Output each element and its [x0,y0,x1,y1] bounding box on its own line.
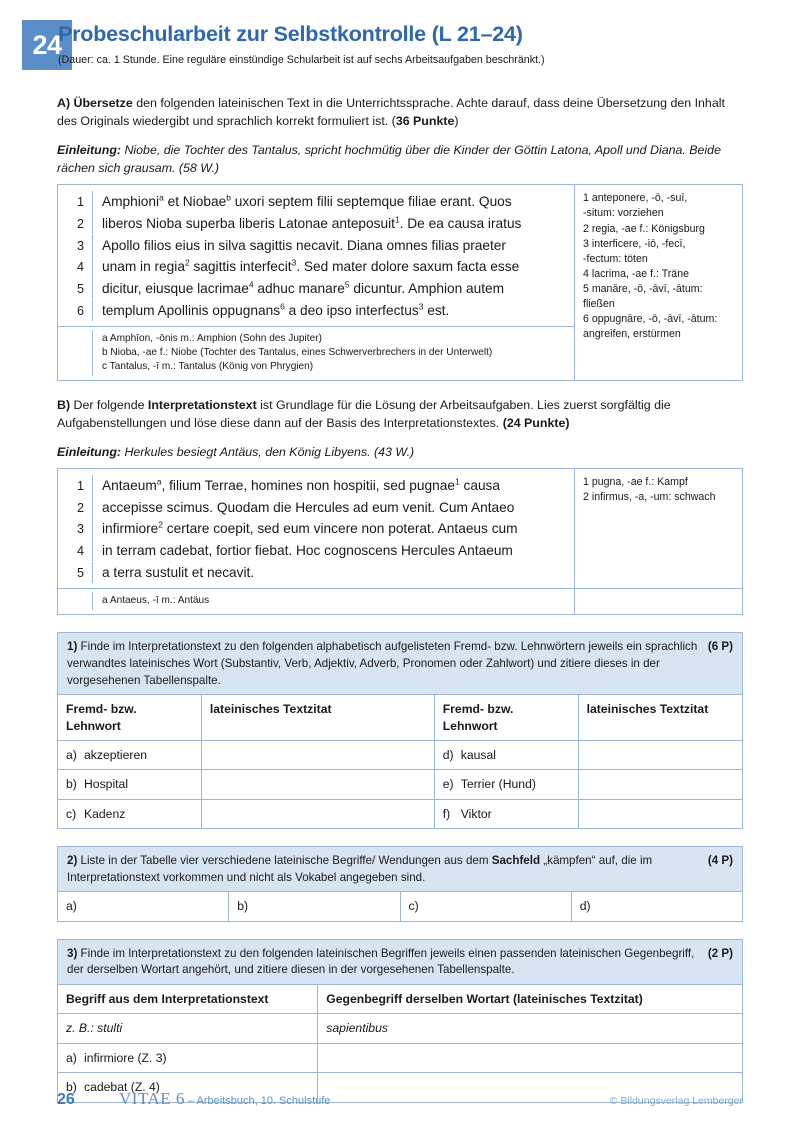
vocab-line: 6 oppugnāre, -ō, -āvī, -ātum: [583,312,718,325]
line-text: Amphioni$^a$ et Niobae$^b$ uxori septem filii septemque filiae erant. Quos [92,191,574,212]
section-b-bold-word: Interpretationstext [147,398,257,413]
exercise-2-prompt-text-1: Liste in der Tabelle vier verschiedene lateinische Begriffe/ Wendungen aus dem [77,854,492,868]
line-number: 4 [76,544,84,559]
row-term: Terrier (Hund) [460,777,536,792]
row-term: Hospital [84,777,129,792]
latin-line [58,213,574,235]
line-number: 1 [76,479,84,494]
einleitung-label-b: Einleitung: [57,444,122,459]
section-b-text-1: Der folgende [70,398,148,413]
footnotes-cell-a [58,327,575,381]
vocab-line: 2 infirmus, -a, -um: schwach [583,491,716,504]
exercise-3 [57,939,743,1103]
vocab-spacer-b [575,589,743,615]
row-label: e) [442,777,454,792]
footnote-line: a Amphīon, -ōnis m.: Amphion (Sohn des Jupiter) [102,333,322,345]
term-cell [434,799,578,828]
exercise-2-prompt-text-2: „kämpfen“ auf, die im Interpretationstext vorkommen und nicht als Vokabel angegeben sind. [67,854,653,884]
row-label: a) [66,1050,77,1065]
exercise-3-number: 3) [67,946,78,960]
line-text: dicitur, eiusque lacrimae$^4$ adhuc manare$^5$ dicuntur. Amphion autem [92,278,574,299]
row-term: cadebat (Z. 4) [84,1080,160,1095]
page-content [0,94,800,1103]
footnote-line: b Nioba, -ae f.: Niobe (Tochter des Tantalus, eines Schwerverbrechers in der Unterwelt) [102,347,493,359]
term-cell [434,770,578,799]
section-a-text-2: ) [454,114,459,129]
term-cell [58,770,202,799]
exercise-1-prompt-text: Finde im Interpretationstext zu den folgenden alphabetisch aufgelisteten Fremd- bzw. Lehnwörtern jeweils ein sprachlich verwandtes lateinisches Wort (Substantiv, Verb, Adjektiv, Adverb, Pronomen oder Zahlwort) und zitiere dieses in der vorgesehenen Tabellenspalte. [67,640,698,687]
row-label: b) [66,1080,77,1095]
column-header-begriff: Begriff aus dem Interpretationstext [58,985,318,1014]
latin-line [58,518,574,540]
table-row [58,770,743,799]
vocab-cell-b [575,469,743,589]
vocab-line: -situm: vorziehen [583,207,664,220]
line-number: 4 [76,260,84,275]
answer-cell[interactable] [318,1043,743,1072]
answer-cell[interactable] [201,741,434,770]
latin-line [58,278,574,300]
line-number: 3 [76,238,84,253]
exercise-1 [57,632,743,829]
section-a-bold-lead: Übersetze [73,96,133,110]
section-b-points: (24 Punkte) [502,416,570,431]
footnotes-cell-b [58,589,575,615]
line-text: unam in regia$^2$ sagittis interfecit$^3$. Sed mater dolore saxum facta esse [92,256,574,277]
vocab-line: 1 anteponere, -ō, -suī, [583,192,688,205]
latin-line [58,300,574,322]
exercise-1-points: (6 P) [707,640,733,654]
table-header-row [58,985,743,1014]
exercise-2-bold-word: Sachfeld [491,854,541,868]
footnotes-inner-a [92,330,574,376]
line-number: 6 [76,303,84,318]
table-row [58,1043,743,1072]
row-label: c) [66,806,77,821]
row-term: Kadenz [84,806,126,821]
latin-line [58,256,574,278]
line-text: liberos Nioba superba liberis Latonae anteposuit$^1$. De ea causa iratus [92,213,574,234]
line-number: 2 [76,500,84,515]
row-label: a) [66,748,77,762]
column-header-textzitat-1: lateinisches Textzitat [201,695,434,741]
answer-cell-c[interactable]: c) [400,892,571,921]
exercise-3-prompt [57,939,743,984]
line-text: infirmiore$^2$ certare coepit, sed eum vincere non poterat. Antaeus cum [92,518,574,539]
row-label: b) [66,777,77,792]
column-header-gegenbegriff: Gegenbegriff derselben Wortart (lateinisches Textzitat) [318,985,743,1014]
exercise-2 [57,846,743,922]
section-b-einleitung [57,443,743,461]
term-cell [58,741,202,770]
latin-lines-cell-a [58,185,575,327]
exercise-3-table [57,984,743,1102]
latin-line [58,235,574,257]
column-header-fremdwort-1: Fremd- bzw. Lehnwort [58,695,202,741]
section-b-marker: B) [57,398,71,413]
line-number: 5 [76,282,84,296]
answer-cell[interactable] [201,799,434,828]
row-label: d) [442,748,454,762]
line-text: Antaeum$^a$, filium Terrae, homines non hospitii, sed pugnae$^1$ causa [92,475,574,496]
table-row [58,799,743,828]
column-header-fremdwort-2: Fremd- bzw. Lehnwort [434,695,578,741]
book-title: VITAE 6 [119,1089,185,1108]
latin-line [58,497,574,519]
row-term: infirmiore (Z. 3) [84,1050,167,1065]
page-title: Probeschularbeit zur Selbstkontrolle (L 21–24) [58,22,523,46]
table-row [58,741,743,770]
exercise-1-table [57,694,743,829]
exercise-1-prompt [57,632,743,694]
page-header [0,0,800,86]
einleitung-text-b: Herkules besiegt Antäus, den König Libyens. (43 W.) [121,444,415,459]
term-cell: z. B.: stulti [58,1014,318,1043]
einleitung-label-a: Einleitung: [57,142,122,157]
chapter-number-badge: 24 [22,20,72,70]
vocab-line: 5 manāre, -ō, -āvī, -ātum: [583,282,703,295]
line-text: accepisse scimus. Quodam die Hercules ad eum venit. Cum Antaeo [92,497,574,518]
footnote-line: c Tantalus, -ī m.: Tantalus (König von Phrygien) [102,361,314,373]
row-term: Viktor [460,806,492,821]
section-a-instruction [57,94,743,131]
copyright-notice: © Bildungsverlag Lemberger [609,1095,743,1107]
answer-cell: sapientibus [318,1014,743,1043]
vocab-line: fließen [583,297,615,310]
row-label: f) [442,806,451,821]
line-number: 2 [76,217,84,232]
page-number: 26 [57,1091,75,1108]
vocab-line: -fectum: töten [583,252,648,265]
exercise-1-number: 1) [67,640,78,654]
section-a-points: 36 Punkte [395,114,455,129]
answer-cell-a[interactable]: a) [58,892,229,921]
section-b-instruction [57,396,743,433]
line-number: 1 [76,195,84,210]
book-subtitle: – Arbeitsbuch, 10. Schulstufe [184,1095,331,1107]
vocab-line: 2 regia, -ae f.: Königsburg [583,222,705,235]
latin-line [58,562,574,584]
page-subtitle: (Dauer: ca. 1 Stunde. Eine reguläre einstündige Schularbeit ist auf sechs Arbeitsaufgaben beschränkt.) [58,54,545,66]
answer-cell[interactable] [578,770,742,799]
table-row-example [58,1014,743,1043]
vocab-line: angreifen, erstürmen [583,327,681,340]
latin-line [58,475,574,497]
line-text: Apollo filios eius in silva sagittis necavit. Diana omnes filias praeter [92,235,574,256]
vocab-line: 4 lacrima, -ae f.: Träne [583,267,689,280]
row-term: akzeptieren [84,748,148,762]
vocab-line: 1 pugna, -ae f.: Kampf [583,476,688,489]
exercise-3-points: (2 P) [707,946,733,960]
vocab-line: 3 interficere, -iō, -fecī, [583,237,686,250]
page-footer [0,1089,800,1109]
term-cell [434,741,578,770]
latin-text-box-a [57,184,743,381]
section-a-text-1: den folgenden lateinischen Text in die Unterrichtssprache. Achte darauf, dass deine Übersetzung den Inhalt des Originals wiedergibt und sprachlich korrekt formuliert ist. ( [57,96,725,129]
section-b-text-2: ist Grundlage für die Lösung der Arbeitsaufgaben. Lies zuerst sorgfältig die Aufgabenstellungen und löse diese dann auf der Basis des Interpretationstextes. [57,398,671,431]
line-text: templum Apollinis oppugnans$^6$ a deo ipso interfectus$^3$ est. [92,300,574,321]
table-row [58,892,743,921]
exercise-2-table [57,891,743,921]
line-number: 3 [76,522,84,537]
answer-cell[interactable] [578,741,742,770]
footnotes-inner-b [92,592,574,610]
latin-text-box-b [57,468,743,615]
column-header-textzitat-2: lateinisches Textzitat [578,695,742,741]
answer-cell-d[interactable]: d) [571,892,742,921]
section-a-einleitung [57,141,743,178]
line-number: 5 [76,565,84,580]
row-term: kausal [460,748,496,762]
footer-book-info [119,1089,330,1109]
vocab-cell-a [575,185,743,381]
footnote-line: a Antaeus, -ī m.: Antäus [102,595,210,607]
latin-line [58,540,574,562]
answer-cell[interactable] [201,770,434,799]
line-text: a terra sustulit et necavit. [92,562,574,583]
exercise-2-points: (4 P) [707,854,733,868]
term-cell [58,799,202,828]
exercise-2-number: 2) [67,854,78,868]
term-cell [58,1043,318,1072]
answer-cell[interactable] [578,799,742,828]
latin-lines-cell-b [58,469,575,589]
einleitung-text-a: Niobe, die Tochter des Tantalus, spricht hochmütig über die Kinder der Göttin Latona, Apoll und Diana. Beide rächen sich grausam. (58 W.) [57,142,721,176]
line-text: in terram cadebat, fortior fiebat. Hoc cognoscens Hercules Antaeum [92,540,574,561]
section-a-marker: A) [57,96,71,110]
answer-cell-b[interactable]: b) [229,892,400,921]
latin-line [58,191,574,213]
exercise-3-prompt-text: Finde im Interpretationstext zu den folgenden lateinischen Begriffen jeweils einen passenden lateinischen Gegenbegriff, der derselben Wortart angehört, und zitiere diesen in der vorgesehenen Tabellenspalte. [67,946,695,977]
exercise-2-prompt [57,846,743,891]
table-header-row [58,695,743,741]
